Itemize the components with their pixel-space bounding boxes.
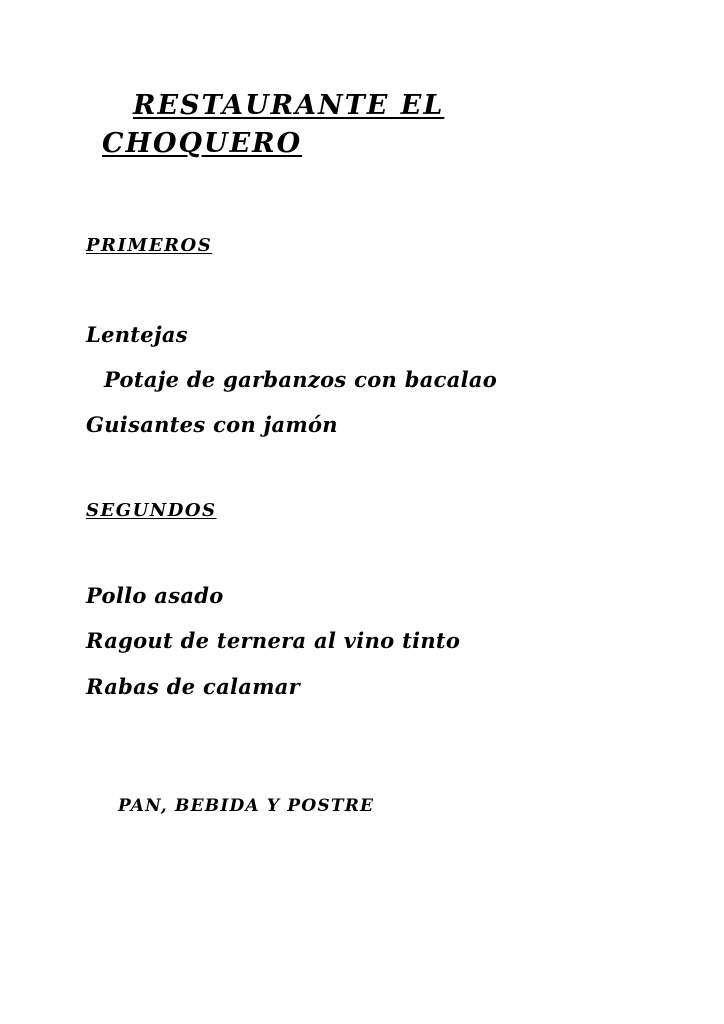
dish-item: Lentejas (86, 322, 188, 347)
section-heading-primeros: PRIMEROS (86, 235, 213, 256)
section-heading-segundos: SEGUNDOS (86, 500, 217, 521)
dish-item: Potaje de garbanzos con bacalao (104, 367, 498, 392)
dish-item: Guisantes con jamón (86, 412, 338, 437)
dish-item: Ragout de ternera al vino tinto (86, 628, 461, 653)
dish-item: Rabas de calamar (86, 674, 300, 699)
dish-item: Pollo asado (86, 583, 224, 608)
restaurant-title-line2: CHOQUERO (102, 128, 303, 159)
footer-included-note: PAN, BEBIDA Y POSTRE (118, 796, 375, 816)
restaurant-title-line1: RESTAURANTE EL (133, 90, 445, 121)
